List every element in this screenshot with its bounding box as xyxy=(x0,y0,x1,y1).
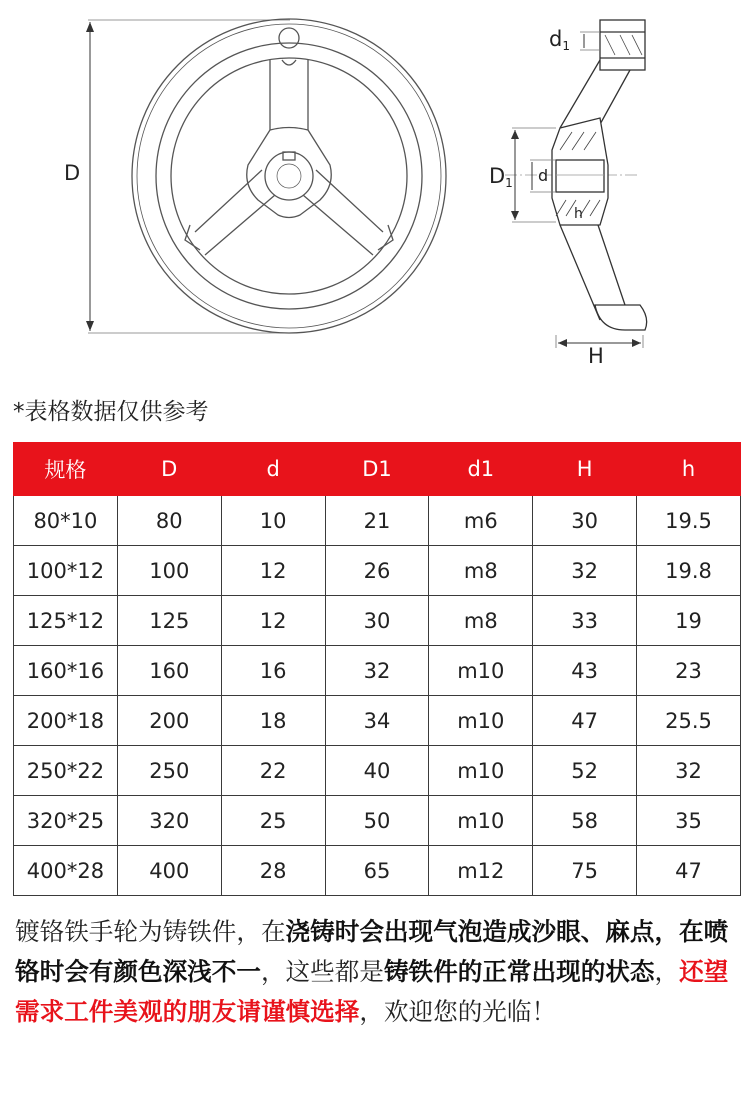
reference-note: *表格数据仅供参考 xyxy=(13,399,209,425)
table-cell: 100 xyxy=(117,546,221,596)
table-cell: 75 xyxy=(533,846,637,896)
table-cell: 47 xyxy=(637,846,741,896)
table-row xyxy=(14,646,741,696)
header-cell: h xyxy=(637,443,741,496)
table-row xyxy=(14,846,741,896)
table-cell: 26 xyxy=(325,546,429,596)
label-D: D xyxy=(64,161,81,185)
table-cell: 160*16 xyxy=(14,646,118,696)
table-cell: 35 xyxy=(637,796,741,846)
table-cell: m8 xyxy=(429,546,533,596)
table-cell: 10 xyxy=(221,496,325,546)
label-h: h xyxy=(574,206,583,222)
table-cell: 33 xyxy=(533,596,637,646)
table-cell: 19.8 xyxy=(637,546,741,596)
table-row xyxy=(14,546,741,596)
table-cell: 52 xyxy=(533,746,637,796)
table-cell: m10 xyxy=(429,646,533,696)
table-cell: 80 xyxy=(117,496,221,546)
header-cell: D xyxy=(117,443,221,496)
table-cell: 320 xyxy=(117,796,221,846)
table-cell: 25.5 xyxy=(637,696,741,746)
table-cell: 30 xyxy=(533,496,637,546)
table-cell: 34 xyxy=(325,696,429,746)
table-row xyxy=(14,596,741,646)
table-cell: 58 xyxy=(533,796,637,846)
header-cell: 规格 xyxy=(14,443,118,496)
table-cell: 125 xyxy=(117,596,221,646)
desc-warning: 还望需求工件美观的朋友请谨慎选择 xyxy=(15,957,729,1026)
front-view xyxy=(86,19,446,333)
table-cell: 100*12 xyxy=(14,546,118,596)
table-row xyxy=(14,796,741,846)
table-cell: 400*28 xyxy=(14,846,118,896)
section-view xyxy=(505,20,647,348)
table-cell: 65 xyxy=(325,846,429,896)
table-cell: 200 xyxy=(117,696,221,746)
label-H: H xyxy=(588,344,604,368)
table-cell: 16 xyxy=(221,646,325,696)
table-cell: 21 xyxy=(325,496,429,546)
table-cell: 400 xyxy=(117,846,221,896)
table-cell: m8 xyxy=(429,596,533,646)
table-cell: 250*22 xyxy=(14,746,118,796)
table-cell: 23 xyxy=(637,646,741,696)
desc-part-2: ，这些都是 xyxy=(260,957,384,986)
table-cell: m10 xyxy=(429,746,533,796)
table-cell: 160 xyxy=(117,646,221,696)
table-cell: 32 xyxy=(637,746,741,796)
label-d: d xyxy=(538,166,549,185)
spec-table xyxy=(13,442,741,896)
table-cell: m12 xyxy=(429,846,533,896)
table-cell: 320*25 xyxy=(14,796,118,846)
table-cell: 19.5 xyxy=(637,496,741,546)
table-cell: 30 xyxy=(325,596,429,646)
label-d1-main: d xyxy=(549,27,563,51)
table-cell: 32 xyxy=(325,646,429,696)
table-cell: 32 xyxy=(533,546,637,596)
header-cell: H xyxy=(533,443,637,496)
header-cell: D1 xyxy=(325,443,429,496)
table-cell: m6 xyxy=(429,496,533,546)
table-cell: 80*10 xyxy=(14,496,118,546)
table-cell: 18 xyxy=(221,696,325,746)
table-cell: 50 xyxy=(325,796,429,846)
table-cell: 47 xyxy=(533,696,637,746)
description xyxy=(15,912,740,1032)
label-D1 xyxy=(489,164,513,190)
table-header-row xyxy=(14,443,741,496)
desc-part-3: ， xyxy=(654,957,680,986)
table-cell: m10 xyxy=(429,696,533,746)
table-cell: 200*18 xyxy=(14,696,118,746)
table-body xyxy=(14,496,741,896)
handwheel-drawing xyxy=(0,0,750,385)
label-d1-sub: 1 xyxy=(562,39,570,53)
table-row xyxy=(14,696,741,746)
table-cell: 22 xyxy=(221,746,325,796)
table-cell: 12 xyxy=(221,546,325,596)
table-cell: 125*12 xyxy=(14,596,118,646)
label-D1-sub: 1 xyxy=(505,176,513,190)
table-cell: 250 xyxy=(117,746,221,796)
header-cell: d1 xyxy=(429,443,533,496)
table-cell: 12 xyxy=(221,596,325,646)
label-d1 xyxy=(549,27,570,53)
table-cell: 28 xyxy=(221,846,325,896)
desc-part-4: ，欢迎您的光临！ xyxy=(359,997,557,1026)
table-cell: 40 xyxy=(325,746,429,796)
table-row xyxy=(14,746,741,796)
desc-bold-2: 铸铁件的正常出现的状态 xyxy=(383,957,655,986)
desc-bold-1: 浇铸时会出现气泡造成沙眼、麻点，在喷铬时会有颜色深浅不一 xyxy=(15,917,729,986)
table-cell: 25 xyxy=(221,796,325,846)
label-D1-main: D xyxy=(489,164,506,188)
header-cell: d xyxy=(221,443,325,496)
desc-part-1: 镀铬铁手轮为铸铁件，在 xyxy=(15,917,286,946)
table-cell: m10 xyxy=(429,796,533,846)
table-row xyxy=(14,496,741,546)
table-cell: 43 xyxy=(533,646,637,696)
table-cell: 19 xyxy=(637,596,741,646)
